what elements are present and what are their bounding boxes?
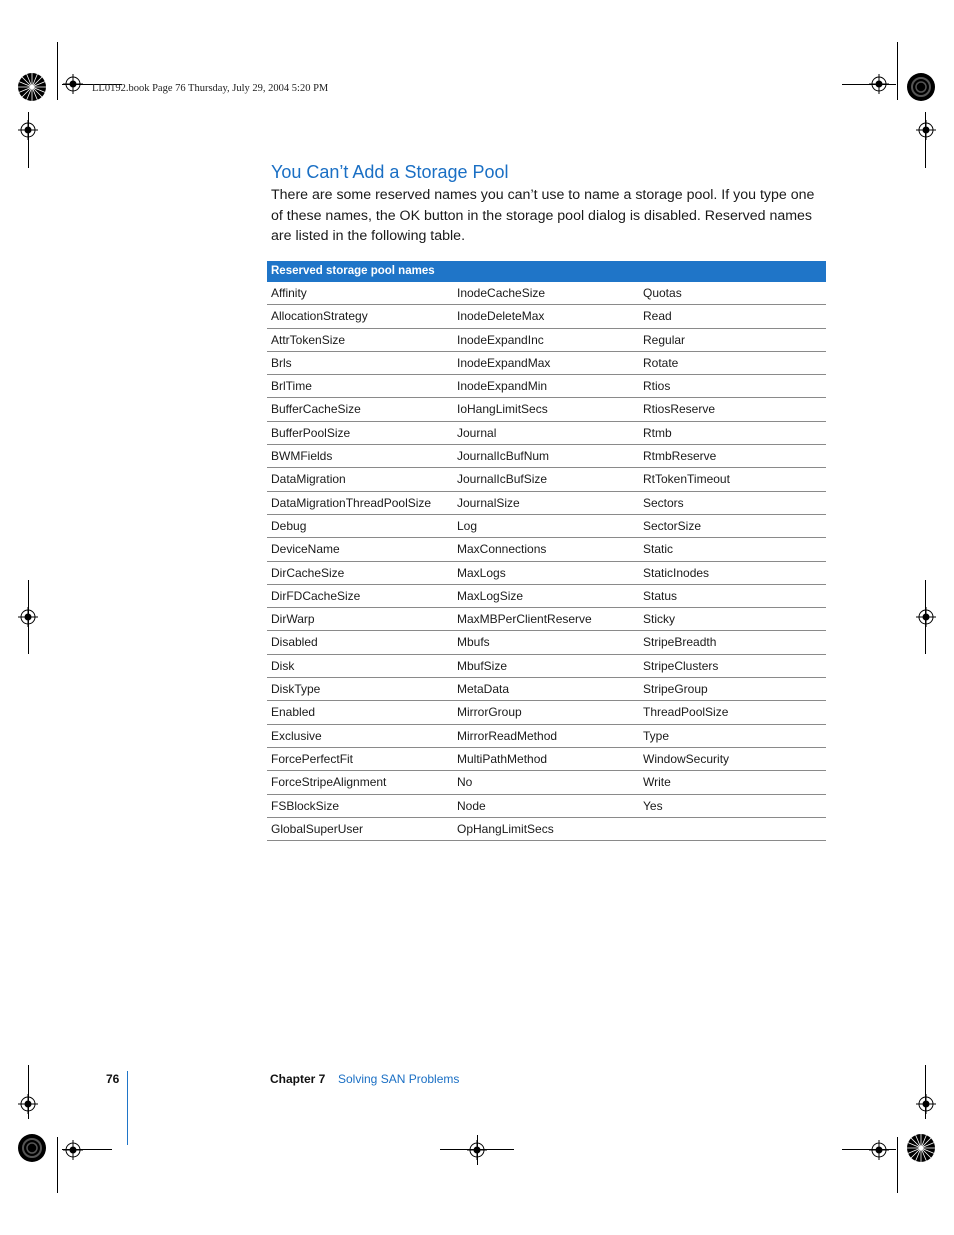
registration-mark-icon: [916, 607, 936, 627]
registration-mark-icon: [869, 74, 889, 94]
table-cell: RtTokenTimeout: [643, 472, 730, 487]
table-cell: MaxLogSize: [457, 588, 524, 603]
table-cell: Sectors: [643, 495, 684, 510]
table-cell: Static: [643, 542, 674, 557]
registration-mark-icon: [18, 607, 38, 627]
table-cell: MetaData: [457, 682, 510, 697]
table-row: [267, 655, 826, 678]
table-cell: Yes: [643, 798, 663, 813]
table-body: [267, 282, 826, 841]
table-row: [267, 631, 826, 654]
registration-mark-icon: [467, 1140, 487, 1160]
table-cell: IoHangLimitSecs: [457, 402, 548, 417]
table-cell: Rtios: [643, 379, 671, 394]
registration-mark-icon: [18, 1094, 38, 1114]
table-cell: AttrTokenSize: [271, 332, 346, 347]
table-row: [267, 678, 826, 701]
table-row: [267, 329, 826, 352]
table-cell: DirCacheSize: [271, 565, 345, 580]
section-title: You Can’t Add a Storage Pool: [271, 162, 509, 182]
table-row: [267, 352, 826, 375]
table-cell: Type: [643, 728, 670, 743]
table-cell: MirrorReadMethod: [457, 728, 558, 743]
table-cell: No: [457, 775, 473, 790]
table-cell: DirWarp: [271, 612, 315, 627]
starburst-target-icon: [17, 1133, 47, 1163]
table-cell: ForcePerfectFit: [271, 751, 354, 766]
table-cell: InodeExpandInc: [457, 332, 544, 347]
chapter-label: Chapter 7: [270, 1072, 326, 1086]
table-cell: Write: [643, 775, 671, 790]
table-cell: Regular: [643, 332, 686, 347]
table-cell: JournalIcBufNum: [457, 449, 550, 464]
table-cell: Quotas: [643, 286, 682, 300]
table-cell: AllocationStrategy: [271, 309, 368, 324]
page-number-rule: [127, 1071, 128, 1145]
table-cell: RtiosReserve: [643, 402, 716, 417]
table-cell: ForceStripeAlignment: [271, 775, 387, 790]
registration-mark-icon: [916, 120, 936, 140]
table-header: Reserved storage pool names: [267, 261, 826, 282]
intro-paragraph: There are some reserved names you can’t use to name a storage pool. If you type one of these names, the OK button in the storage pool dialog is disabled. Reserved names are listed in the following table.: [271, 187, 815, 244]
starburst-target-icon: [906, 72, 936, 102]
reserved-names-table: [267, 261, 826, 841]
table-cell: ThreadPoolSize: [643, 705, 729, 720]
table-cell: MaxConnections: [457, 542, 547, 557]
chapter-title: Solving SAN Problems: [338, 1072, 460, 1086]
page-number: 76: [106, 1072, 120, 1086]
table-row: [267, 608, 826, 631]
table-row: [267, 818, 826, 841]
table-cell: StaticInodes: [643, 565, 710, 580]
crop-mark: [57, 1137, 58, 1193]
table-cell: DeviceName: [271, 542, 340, 557]
table-cell: InodeExpandMin: [457, 379, 548, 394]
table-row: [267, 562, 826, 585]
table-row: [267, 515, 826, 538]
table-row: [267, 538, 826, 561]
starburst-target-icon: [906, 1133, 936, 1163]
table-cell: InodeCacheSize: [457, 286, 546, 300]
table-cell: Disabled: [271, 635, 318, 650]
crop-mark: [897, 1137, 898, 1193]
table-cell: BWMFields: [271, 449, 333, 464]
table-cell: JournalSize: [457, 495, 520, 510]
starburst-target-icon: [17, 72, 47, 102]
table-row: [267, 492, 826, 515]
table-row: [267, 375, 826, 398]
table-cell: InodeExpandMax: [457, 355, 551, 370]
print-info-line: LL0192.book Page 76 Thursday, July 29, 2004 5:20 PM: [92, 83, 329, 94]
table-cell: BufferPoolSize: [271, 425, 351, 440]
registration-mark-icon: [18, 120, 38, 140]
table-row: [267, 725, 826, 748]
table-row: [267, 585, 826, 608]
table-cell: SectorSize: [643, 518, 702, 533]
table-cell: MirrorGroup: [457, 705, 522, 720]
table-cell: Brls: [271, 355, 292, 370]
crop-mark: [897, 42, 898, 100]
table-row: [267, 445, 826, 468]
table-cell: MultiPathMethod: [457, 751, 548, 766]
table-cell: FSBlockSize: [271, 798, 340, 813]
table-cell: MbufSize: [457, 658, 508, 673]
table-cell: WindowSecurity: [643, 751, 730, 766]
table-cell: Rotate: [643, 355, 679, 370]
table-row: [267, 422, 826, 445]
table-cell: Enabled: [271, 705, 316, 720]
table-row: [267, 701, 826, 724]
table-cell: Journal: [457, 425, 497, 440]
registration-mark-icon: [63, 74, 83, 94]
table-cell: Rtmb: [643, 425, 672, 440]
table-row: [267, 795, 826, 818]
registration-mark-icon: [869, 1140, 889, 1160]
table-cell: OpHangLimitSecs: [457, 821, 554, 836]
table-cell: Mbufs: [457, 635, 490, 650]
table-cell: DirFDCacheSize: [271, 588, 361, 603]
table-row: [267, 468, 826, 491]
crop-mark: [57, 42, 58, 100]
table-cell: BrlTime: [271, 379, 312, 394]
table-cell: MaxMBPerClientReserve: [457, 612, 592, 627]
table-cell: [639, 818, 823, 840]
table-row: [267, 771, 826, 794]
table-cell: JournalIcBufSize: [457, 472, 548, 487]
table-cell: Status: [643, 588, 678, 603]
table-row: [267, 398, 826, 421]
table-row: [267, 748, 826, 771]
table-cell: InodeDeleteMax: [457, 309, 545, 324]
table-row: [267, 305, 826, 328]
registration-mark-icon: [63, 1140, 83, 1160]
table-cell: DataMigrationThreadPoolSize: [271, 495, 432, 510]
table-cell: StripeBreadth: [643, 635, 717, 650]
table-cell: DiskType: [271, 682, 321, 697]
table-cell: GlobalSuperUser: [271, 821, 364, 836]
registration-mark-icon: [916, 1094, 936, 1114]
table-cell: StripeClusters: [643, 658, 719, 673]
table-cell: Node: [457, 798, 486, 813]
table-cell: RtmbReserve: [643, 449, 717, 464]
table-cell: StripeGroup: [643, 682, 708, 697]
table-row: [267, 282, 826, 305]
table-cell: MaxLogs: [457, 565, 506, 580]
table-cell: Affinity: [271, 286, 307, 300]
table-cell: Log: [457, 518, 478, 533]
table-cell: Debug: [271, 518, 307, 533]
table-cell: Disk: [271, 658, 295, 673]
table-cell: Sticky: [643, 612, 676, 627]
table-cell: Exclusive: [271, 728, 322, 743]
table-cell: DataMigration: [271, 472, 346, 487]
table-cell: BufferCacheSize: [271, 402, 361, 417]
table-cell: Read: [643, 309, 672, 324]
